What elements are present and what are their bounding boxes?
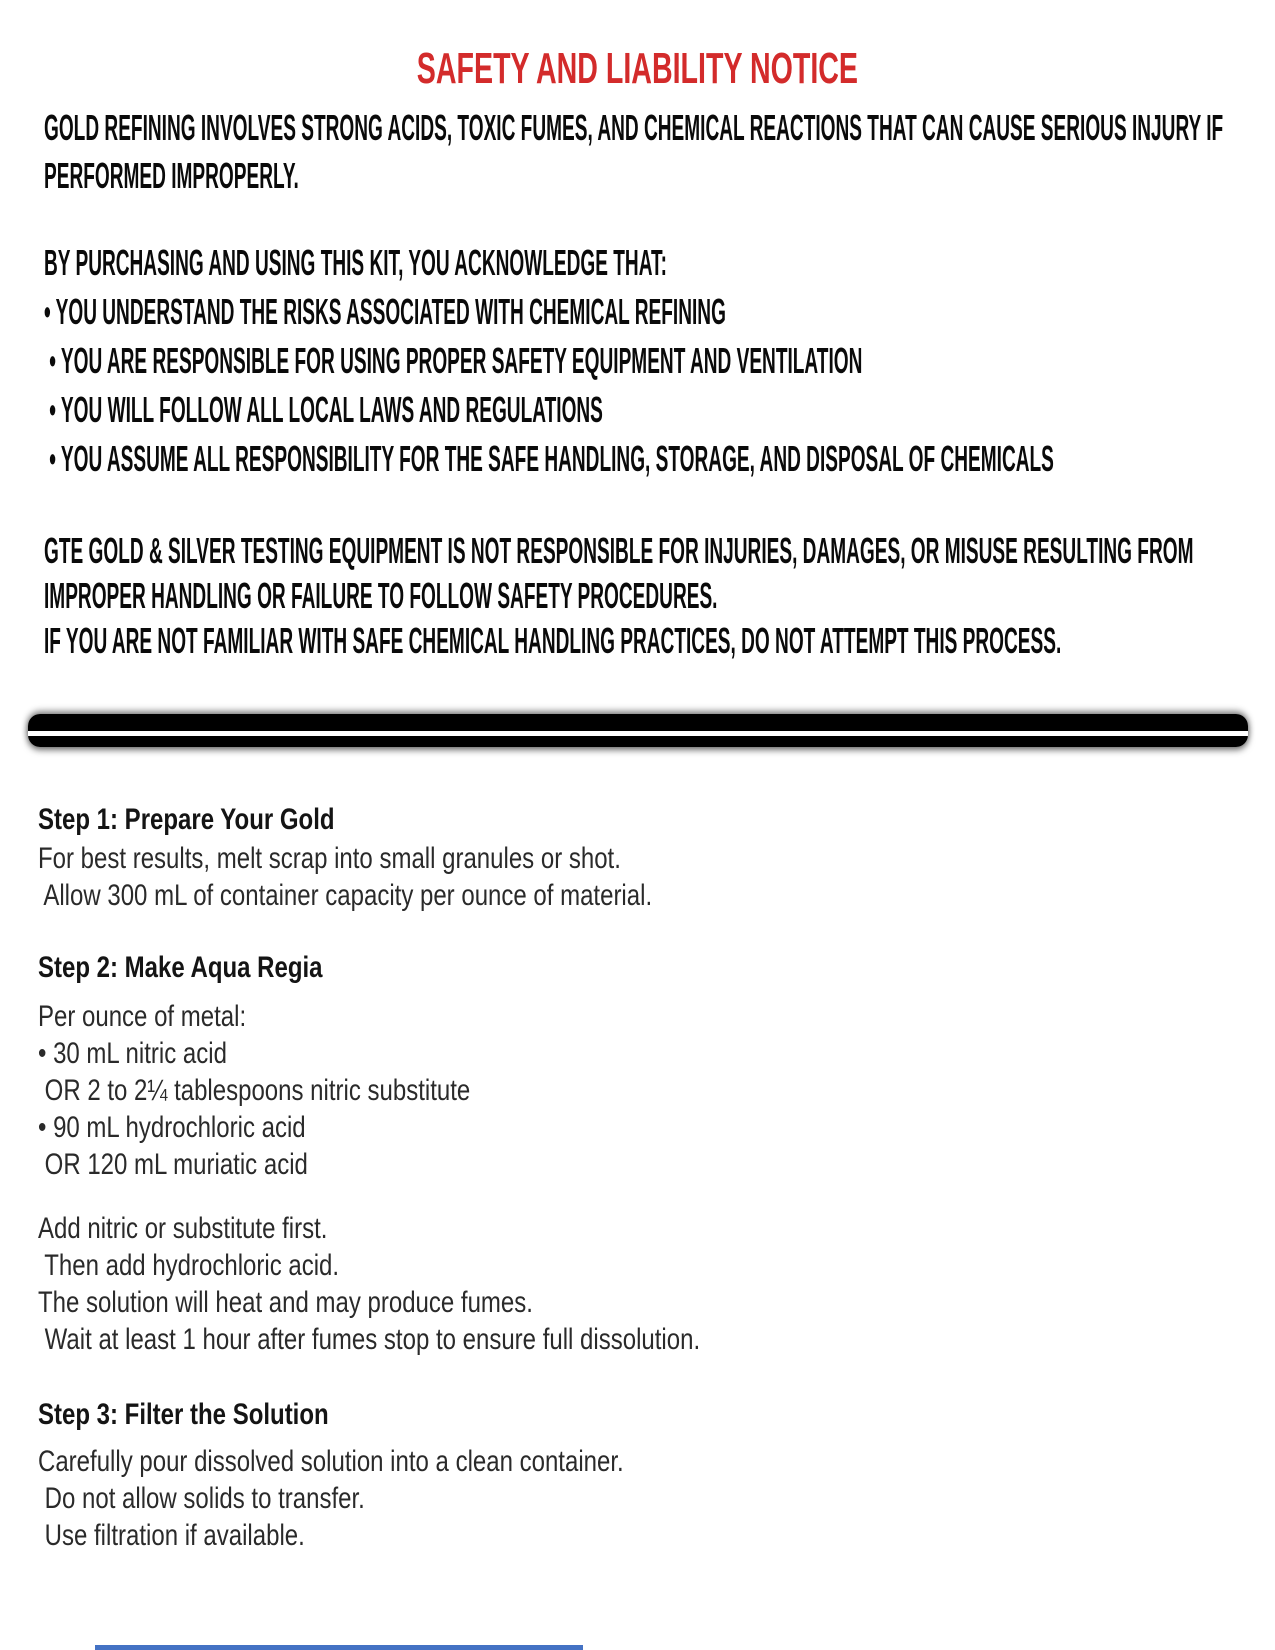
- warning-paragraph: [44, 104, 1275, 200]
- warning-line: PERFORMED IMPROPERLY.: [44, 155, 299, 196]
- step-2-line: • 90 mL hydrochloric acid: [38, 1111, 306, 1144]
- step-3-heading: Step 3: Filter the Solution: [38, 1398, 329, 1431]
- section-divider: [28, 714, 1248, 747]
- acknowledgement-list: [44, 238, 1275, 483]
- step-2-line: OR 120 mL muriatic acid: [38, 1148, 308, 1181]
- liability-line: IMPROPER HANDLING OR FAILURE TO FOLLOW SAFETY PROCEDURES.: [44, 575, 718, 616]
- step-2-line: • 30 mL nitric acid: [38, 1037, 227, 1070]
- step-1-heading: Step 1: Prepare Your Gold: [38, 803, 335, 836]
- step-3-line: Carefully pour dissolved solution into a clean container.: [38, 1445, 624, 1478]
- mixing-line: Then add hydrochloric acid.: [38, 1249, 340, 1282]
- step-2-section: [38, 948, 578, 1183]
- step-3-section: [38, 1395, 770, 1554]
- liability-line: IF YOU ARE NOT FAMILIAR WITH SAFE CHEMICAL HANDLING PRACTICES, DO NOT ATTEMPT THIS PROCESS.: [44, 620, 1062, 661]
- liability-paragraph: [44, 528, 1275, 663]
- step-2-line: Per ounce of metal:: [38, 1000, 247, 1033]
- step-1-line: For best results, melt scrap into small granules or shot.: [38, 842, 621, 875]
- step-2-mixing-notes: [38, 1210, 866, 1358]
- mixing-line: Wait at least 1 hour after fumes stop to ensure full dissolution.: [38, 1323, 701, 1356]
- step-1-section: [38, 800, 806, 914]
- page-title: [0, 46, 1275, 92]
- step-3-line: Do not allow solids to transfer.: [38, 1482, 365, 1515]
- mixing-line: Add nitric or substitute first.: [38, 1212, 328, 1245]
- mixing-line: The solution will heat and may produce fumes.: [38, 1286, 533, 1319]
- liability-line: GTE GOLD & SILVER TESTING EQUIPMENT IS NOT RESPONSIBLE FOR INJURIES, DAMAGES, OR MISUSE RESULTING FROM: [44, 530, 1194, 571]
- step-2-line: OR 2 to 2¼ tablespoons nitric substitute: [38, 1074, 471, 1107]
- step-2-heading: Step 2: Make Aqua Regia: [38, 951, 323, 984]
- acknowledgement-intro: BY PURCHASING AND USING THIS KIT, YOU ACKNOWLEDGE THAT:: [44, 242, 667, 283]
- acknowledgement-item: • YOU ARE RESPONSIBLE FOR USING PROPER SAFETY EQUIPMENT AND VENTILATION: [44, 340, 863, 381]
- page-bottom-rule: [95, 1645, 583, 1650]
- warning-line: GOLD REFINING INVOLVES STRONG ACIDS, TOXIC FUMES, AND CHEMICAL REACTIONS THAT CAN CAUSE SERIOUS INJURY IF: [44, 107, 1224, 148]
- acknowledgement-item: • YOU UNDERSTAND THE RISKS ASSOCIATED WITH CHEMICAL REFINING: [44, 291, 726, 332]
- page-title-text: SAFETY AND LIABILITY NOTICE: [416, 44, 859, 93]
- step-1-line: Allow 300 mL of container capacity per ounce of material.: [38, 879, 653, 912]
- acknowledgement-item: • YOU ASSUME ALL RESPONSIBILITY FOR THE SAFE HANDLING, STORAGE, AND DISPOSAL OF CHEMICALS: [44, 438, 1054, 479]
- step-3-line: Use filtration if available.: [38, 1519, 305, 1552]
- acknowledgement-item: • YOU WILL FOLLOW ALL LOCAL LAWS AND REGULATIONS: [44, 389, 603, 430]
